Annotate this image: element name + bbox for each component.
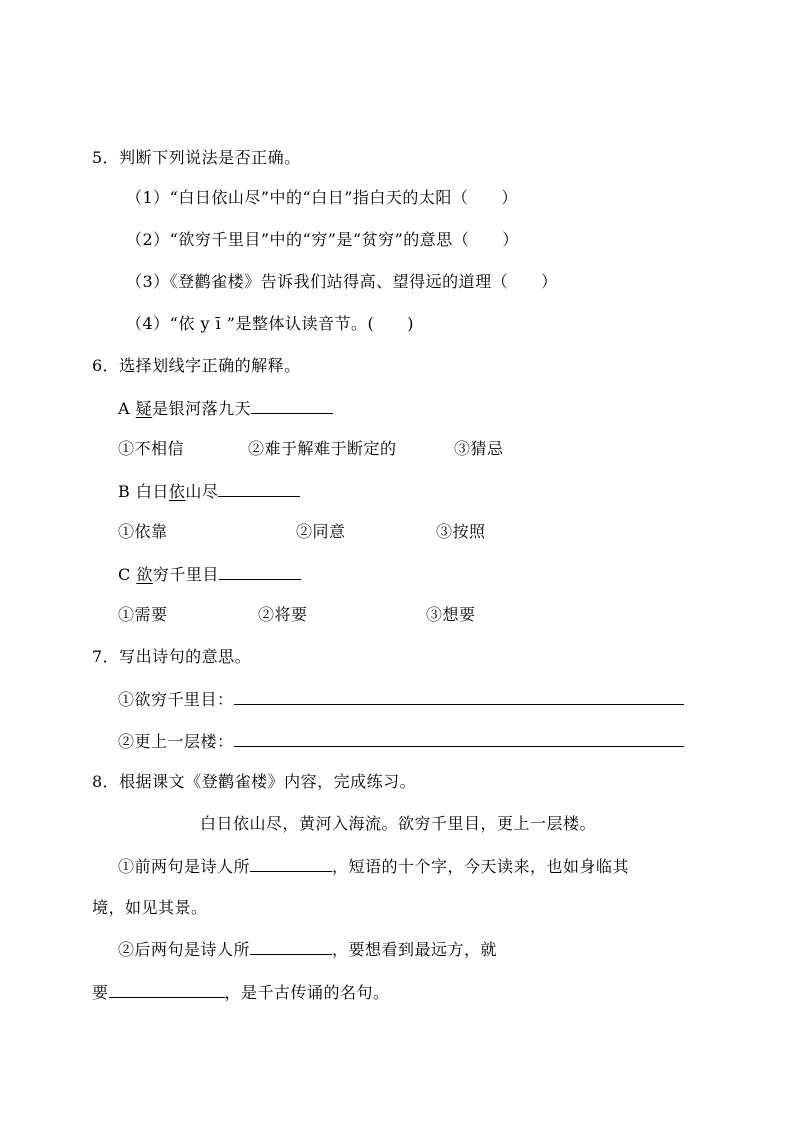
q6-group-c bbox=[118, 564, 301, 585]
q6-a-blank[interactable] bbox=[251, 398, 333, 414]
q7-title: 7．写出诗句的意思。 bbox=[92, 647, 252, 666]
q6-c-rest: 穷千里目 bbox=[152, 565, 219, 584]
q7-item-1-label: ①欲穷千里目： bbox=[118, 690, 234, 709]
q8-p1-b: ，短语的十个字，今天读来，也如身临其 bbox=[332, 857, 630, 876]
q7-item-1-blank[interactable] bbox=[234, 689, 684, 705]
q6-a-underlined: 疑 bbox=[135, 399, 153, 418]
q6-c-option-2: ②将要 bbox=[258, 605, 308, 624]
q6-a-prefix: A bbox=[118, 399, 136, 418]
q5-item-1: （1）“白日依山尽”中的“白日”指白天的太阳（ ） bbox=[126, 188, 518, 207]
q6-group-a bbox=[118, 398, 333, 419]
q5-item-2: （2）“欲穷千里目”中的“穷”是“贫穷”的意思（ ） bbox=[126, 230, 519, 249]
q8-p2-blank-2[interactable] bbox=[109, 982, 225, 998]
q6-title: 6．选择划线字正确的解释。 bbox=[92, 356, 301, 375]
q6-c-prefix: C bbox=[118, 565, 137, 584]
q8-p2-blank-1[interactable] bbox=[250, 939, 332, 955]
q8-p1-line1 bbox=[118, 856, 629, 877]
q7-item-2-label: ②更上一层楼： bbox=[118, 732, 234, 751]
q6-b-underlined: 依 bbox=[168, 482, 186, 501]
q8-p2-line1 bbox=[118, 939, 497, 960]
q8-p2-c: 要 bbox=[92, 983, 109, 1002]
q6-b-option-2: ②同意 bbox=[296, 522, 346, 541]
q6-b-option-1: ①依靠 bbox=[118, 522, 168, 541]
q8-title: 8．根据课文《登鹳雀楼》内容，完成练习。 bbox=[92, 772, 417, 791]
q6-b-blank[interactable] bbox=[218, 481, 300, 497]
q6-a-option-2: ②难于解难于断定的 bbox=[248, 439, 397, 458]
q6-c-option-1: ①需要 bbox=[118, 605, 168, 624]
q6-b-prefix: B 白日 bbox=[118, 482, 169, 501]
q5-item-3: （3）《登鹳雀楼》告诉我们站得高、望得远的道理（ ） bbox=[126, 272, 558, 291]
q7-item-1 bbox=[118, 689, 684, 710]
q6-b-rest: 山尽 bbox=[185, 482, 219, 501]
q8-p2-a: ②后两句是诗人所 bbox=[118, 940, 251, 959]
q8-p2-line2 bbox=[92, 982, 390, 1003]
q6-c-blank[interactable] bbox=[219, 564, 301, 580]
q8-p2-b: ，要想看到最远方，就 bbox=[332, 940, 498, 959]
q8-p1-c: 境，如见其景。 bbox=[92, 898, 208, 917]
q6-c-option-3: ③想要 bbox=[426, 605, 476, 624]
q7-item-2 bbox=[118, 731, 684, 752]
q8-p1-blank[interactable] bbox=[250, 856, 332, 872]
q6-group-b bbox=[118, 481, 300, 502]
q6-c-underlined: 欲 bbox=[136, 565, 153, 584]
q8-p1-a: ①前两句是诗人所 bbox=[118, 857, 251, 876]
q5-title: 5．判断下列说法是否正确。 bbox=[92, 148, 301, 167]
q6-a-option-3: ③猜忌 bbox=[454, 439, 504, 458]
q5-item-4: （4）“依 y ī ”是整体认读音节。( ) bbox=[126, 314, 414, 333]
q6-a-rest: 是银河落九天 bbox=[152, 399, 252, 418]
q7-item-2-blank[interactable] bbox=[234, 731, 684, 747]
q6-b-option-3: ③按照 bbox=[436, 522, 486, 541]
q8-p2-d: ，是千古传诵的名句。 bbox=[224, 983, 390, 1002]
q8-poem: 白日依山尽，黄河入海流。欲穷千里目，更上一层楼。 bbox=[200, 814, 597, 833]
q6-a-option-1: ①不相信 bbox=[118, 439, 185, 458]
